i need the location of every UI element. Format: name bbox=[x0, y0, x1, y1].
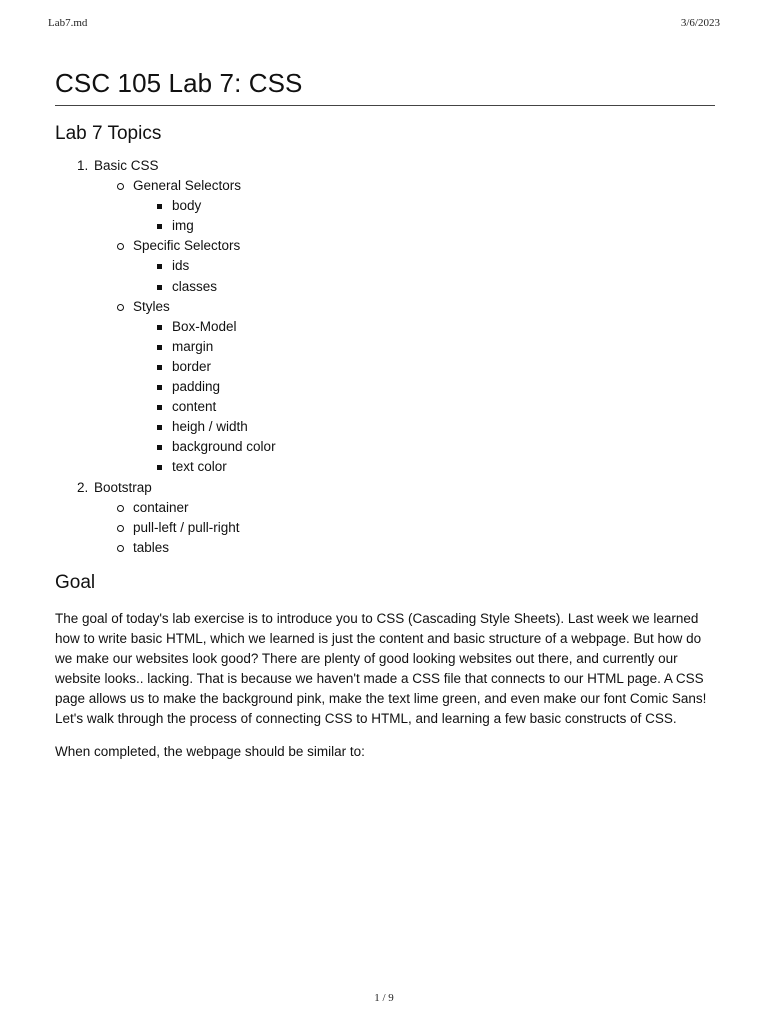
square-bullet-icon bbox=[157, 204, 162, 209]
detail-list bbox=[133, 196, 715, 236]
detail-item bbox=[133, 377, 715, 397]
square-bullet-icon bbox=[157, 365, 162, 370]
subtopic-list bbox=[94, 498, 715, 558]
detail-label: background color bbox=[172, 439, 276, 455]
square-bullet-icon bbox=[157, 385, 162, 390]
detail-item bbox=[133, 397, 715, 417]
hollow-bullet-icon bbox=[117, 243, 124, 250]
topic-number: 1. bbox=[77, 158, 89, 173]
goal-heading: Goal bbox=[55, 571, 96, 593]
detail-label: padding bbox=[172, 379, 221, 395]
topic-item bbox=[55, 156, 715, 478]
subtopic-label: pull-left / pull-right bbox=[133, 519, 240, 535]
detail-item bbox=[133, 256, 715, 276]
subtopic-item bbox=[94, 176, 715, 236]
detail-item bbox=[133, 216, 715, 236]
detail-item bbox=[133, 357, 715, 377]
detail-item bbox=[133, 457, 715, 477]
subtopic-item bbox=[94, 236, 715, 296]
detail-item bbox=[133, 317, 715, 337]
square-bullet-icon bbox=[157, 224, 162, 229]
hollow-bullet-icon bbox=[117, 525, 124, 532]
print-header bbox=[48, 17, 720, 33]
square-bullet-icon bbox=[157, 405, 162, 410]
square-bullet-icon bbox=[157, 425, 162, 430]
square-bullet-icon bbox=[157, 345, 162, 350]
subtopic-label: General Selectors bbox=[133, 178, 242, 194]
file-name: Lab7.md bbox=[48, 17, 88, 29]
print-date: 3/6/2023 bbox=[680, 17, 720, 29]
detail-item bbox=[133, 437, 715, 457]
detail-label: text color bbox=[172, 459, 227, 475]
page-indicator: 1 / 9 bbox=[374, 992, 394, 1004]
hollow-bullet-icon bbox=[117, 183, 124, 190]
subtopic-label: container bbox=[133, 499, 189, 515]
detail-label: img bbox=[172, 218, 194, 234]
subtopic-list bbox=[94, 176, 715, 477]
square-bullet-icon bbox=[157, 445, 162, 450]
hollow-bullet-icon bbox=[117, 545, 124, 552]
detail-label: classes bbox=[172, 278, 218, 294]
document-content bbox=[55, 66, 715, 763]
detail-item bbox=[133, 196, 715, 216]
detail-label: Box-Model bbox=[172, 318, 237, 334]
detail-list bbox=[133, 317, 715, 478]
subtopic-label: Specific Selectors bbox=[133, 238, 241, 254]
detail-label: body bbox=[172, 198, 202, 214]
topics-list bbox=[55, 156, 715, 558]
square-bullet-icon bbox=[157, 325, 162, 330]
subtopic-label: tables bbox=[133, 539, 170, 555]
topic-item bbox=[55, 478, 715, 558]
detail-item bbox=[133, 277, 715, 297]
hollow-bullet-icon bbox=[117, 304, 124, 311]
topic-label: Bootstrap bbox=[94, 479, 152, 495]
page-title: CSC 105 Lab 7: CSS bbox=[55, 66, 715, 106]
subtopic-label: Styles bbox=[133, 298, 170, 314]
goal-paragraph: The goal of today's lab exercise is to introduce you to CSS (Cascading Style Sheets). Last week we learned how to write basic HTML, which we learned is just the content and basic structure of a webpage. But how do we make our websites look good? There are plenty of good looking websites out there, and currently our website looks.. lacking. That is because we haven't made a CSS file that connects to our HTML page. A CSS page allows us to make the background pink, make the text lime green, and even make our font Comic Sans! Let's walk through the process of connecting CSS to HTML, and learning a few basic constructs of CSS. bbox=[55, 610, 707, 727]
detail-label: border bbox=[172, 358, 212, 374]
square-bullet-icon bbox=[157, 285, 162, 290]
detail-label: ids bbox=[172, 258, 190, 274]
detail-label: heigh / width bbox=[172, 419, 248, 435]
topics-heading: Lab 7 Topics bbox=[55, 123, 162, 144]
subtopic-item bbox=[94, 518, 715, 538]
detail-list bbox=[133, 256, 715, 296]
completed-text: When completed, the webpage should be similar to: bbox=[55, 744, 365, 760]
square-bullet-icon bbox=[157, 264, 162, 269]
detail-label: margin bbox=[172, 338, 214, 354]
detail-label: content bbox=[172, 399, 217, 415]
detail-item bbox=[133, 337, 715, 357]
subtopic-item bbox=[94, 297, 715, 478]
topic-number: 2. bbox=[77, 479, 89, 495]
subtopic-item bbox=[94, 498, 715, 518]
topic-label: Basic CSS bbox=[94, 158, 159, 173]
subtopic-item bbox=[94, 538, 715, 558]
detail-item bbox=[133, 417, 715, 437]
hollow-bullet-icon bbox=[117, 505, 124, 512]
square-bullet-icon bbox=[157, 465, 162, 470]
